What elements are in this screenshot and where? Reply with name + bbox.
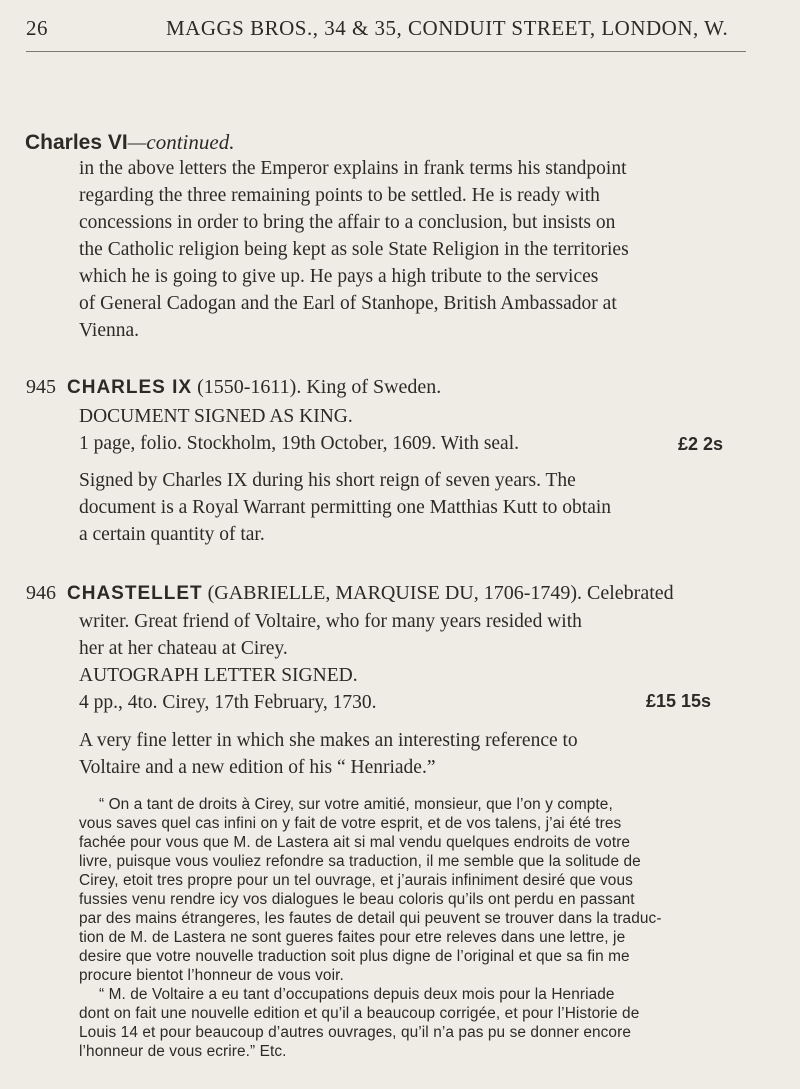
lot-details: 1 page, folio. Stockholm, 19th October, 1609. With seal. [79, 433, 520, 454]
text-line: which he is going to give up. He pays a high tribute to the services [79, 266, 599, 287]
quote-line: l’honneur de vous ecrire.” Etc. [79, 1043, 287, 1060]
heading-name: Charles VI [25, 131, 128, 154]
document-type: AUTOGRAPH LETTER SIGNED. [79, 665, 358, 686]
quote-line: vous saves quel cas infini on y fait de votre esprit, et de vos talens, j’ai été tres [79, 815, 622, 832]
lot-name: CHASTELLET [67, 583, 203, 604]
title-line: writer. Great friend of Voltaire, who for many years resided with [79, 611, 582, 632]
page-number: 26 [26, 16, 48, 40]
text-line: concessions in order to bring the affair to a conclusion, but insists on [79, 212, 616, 233]
description-line: Voltaire and a new edition of his “ Henriade.” [79, 757, 436, 778]
description-line: a certain quantity of tar. [79, 524, 265, 545]
charles-vi-heading [25, 130, 234, 155]
quote-line: Louis 14 et pour beaucoup d’autres ouvrages, qu’il n’a pas pu se donner encore [79, 1024, 631, 1041]
quote-line: desire que votre nouvelle traduction soit plus digne de l’original et que sa fin me [79, 948, 630, 965]
lot-number: 946 [26, 582, 56, 604]
text-line: regarding the three remaining points to be settled. He is ready with [79, 185, 600, 206]
document-type: DOCUMENT SIGNED AS KING. [79, 406, 353, 427]
lot-details: 4 pp., 4to. Cirey, 17th February, 1730. [79, 692, 377, 713]
quote-line: tion de M. de Lastera ne sont gueres faites pour etre releves dans une lettre, je [79, 929, 626, 946]
quote-line: procure bientot l’honneur de vous voir. [79, 967, 344, 984]
title-line: her at her chateau at Cirey. [79, 638, 288, 659]
text-line: in the above letters the Emperor explains in frank terms his standpoint [79, 158, 627, 179]
lot-title-rest: (GABRIELLE, MARQUISE DU, 1706-1749). Celebrated [202, 582, 674, 604]
header-rule [26, 51, 746, 52]
quote-line: fachée pour vous que M. de Lastera ait si mal vendu quelques endroits de votre [79, 834, 631, 851]
lot-name: CHARLES IX [67, 377, 193, 398]
description-line: document is a Royal Warrant permitting one Matthias Kutt to obtain [79, 497, 612, 518]
lot-946-price: £15 15s [646, 691, 712, 711]
lot-title-rest: (1550-1611). King of Sweden. [192, 376, 442, 398]
quote-line: “ On a tant de droits à Cirey, sur votre amitié, monsieur, que l’on y compte, [99, 796, 613, 813]
quote-line: Cirey, etoit tres propre pour un tel ouvrage, et j’aurais infiniment desiré que vous [79, 872, 633, 889]
lot-945-price: £2 2s [678, 434, 724, 454]
lot-945-title [26, 376, 441, 399]
description-line: A very fine letter in which she makes an interesting reference to [79, 730, 578, 751]
lot-number: 945 [26, 376, 56, 398]
publisher-line: MAGGS BROS., 34 & 35, CONDUIT STREET, LONDON, W. [166, 16, 729, 40]
description-line: Signed by Charles IX during his short reign of seven years. The [79, 470, 576, 491]
text-line: the Catholic religion being kept as sole State Religion in the territories [79, 239, 629, 260]
quote-line: fussies venu rendre icy vos dialogues le beau coloris qu’ils ont perdu en passant [79, 891, 635, 908]
quote-line: “ M. de Voltaire a eu tant d’occupations depuis deux mois pour la Henriade [99, 986, 615, 1003]
quote-line: dont on fait une nouvelle edition et qu’il a beaucoup corrigée, et pour l’Historie de [79, 1005, 640, 1022]
quote-line: par des mains étrangeres, les fautes de detail qui peuvent se trouver dans la traduc- [79, 910, 662, 927]
quote-line: livre, puisque vous vouliez refondre sa traduction, il me semble que la solitude de [79, 853, 641, 870]
text-line: Vienna. [79, 320, 140, 341]
lot-946-title [26, 582, 674, 605]
text-line: of General Cadogan and the Earl of Stanhope, British Ambassador at [79, 293, 617, 314]
continued-label: —continued. [127, 130, 235, 154]
